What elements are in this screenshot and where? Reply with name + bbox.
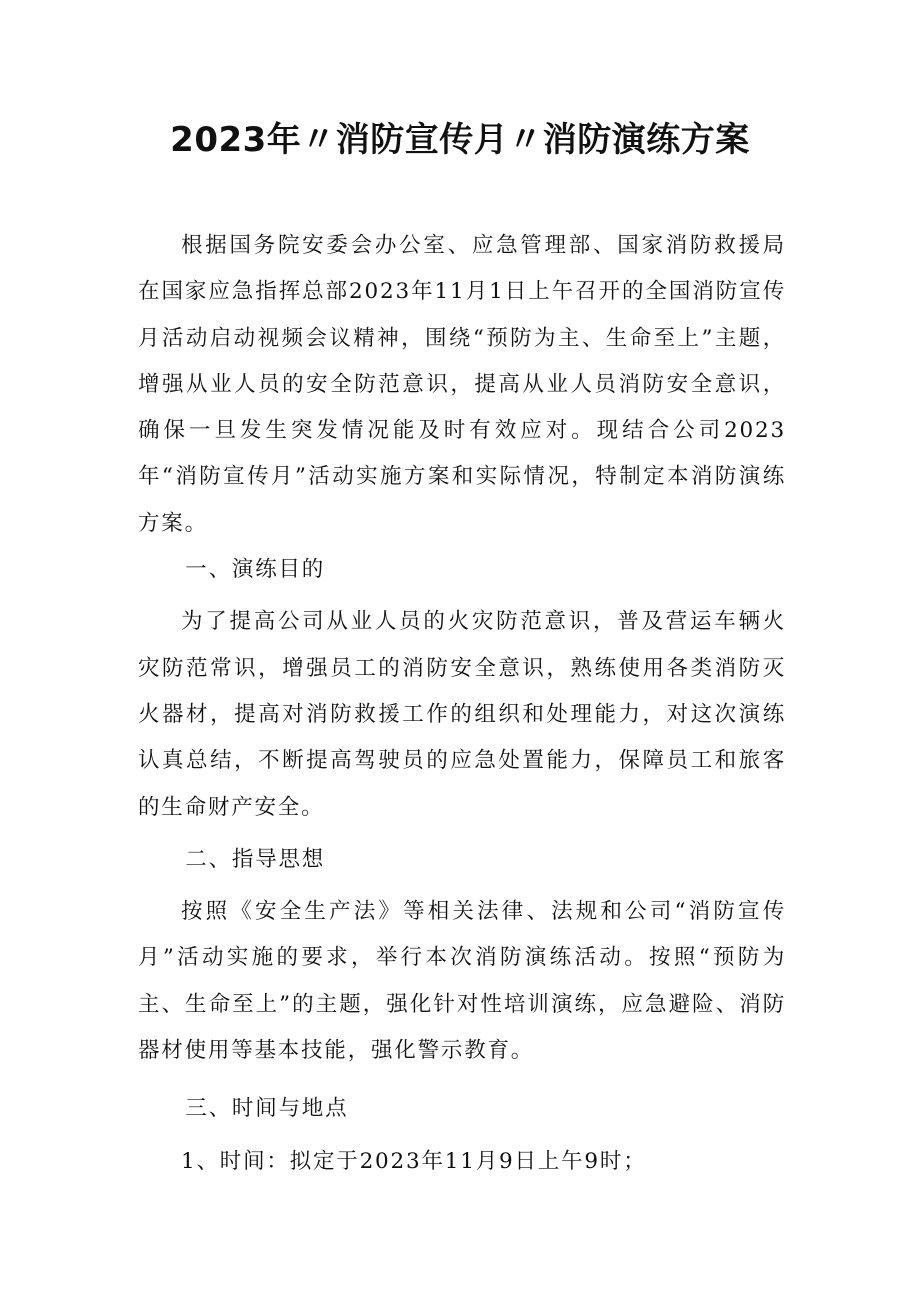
document-body (138, 223, 786, 1185)
section-heading-purpose: 一、演练目的 (185, 557, 326, 583)
guiding-ideology-paragraph: 按照《安全生产法》等相关法律、法规和公司“消防宣传月”活动实施的要求，举行本次消防演练活动。按照“预防为主、生命至上”的主题，强化针对性培训演练，应急避险、消防器材使用等基本技能，强化警示教育。 (138, 899, 786, 1064)
purpose-paragraph: 为了提高公司从业人员的火灾防范意识，普及营运车辆火灾防范常识，增强员工的消防安全意识，熟练使用各类消防灭火器材，提高对消防救援工作的组织和处理能力，对这次演练认真总结，不断提高驾驶员的应急处置能力，保障员工和旅客的生命财产安全。 (138, 609, 786, 820)
section-heading-time-location: 三、时间与地点 (185, 1096, 349, 1122)
intro-paragraph: 根据国务院安委会办公室、应急管理部、国家消防救援局在国家应急指挥总部2023年11月1日上午召开的全国消防宣传月活动启动视频会议精神，围绕“预防为主、生命至上”主题，增强从业人员的安全防范意识，提高从业人员消防安全意识，确保一旦发生突发情况能及时有效应对。现结合公司2023年“消防宣传月”活动实施方案和实际情况，特制定本消防演练方案。 (138, 233, 786, 536)
document-title: 2023年〃消防宣传月〃消防演练方案 (170, 120, 750, 160)
section-heading-guiding-ideology: 二、指导思想 (185, 846, 326, 872)
time-item: 1、时间：拟定于2023年11月9日上午9时； (181, 1148, 647, 1174)
